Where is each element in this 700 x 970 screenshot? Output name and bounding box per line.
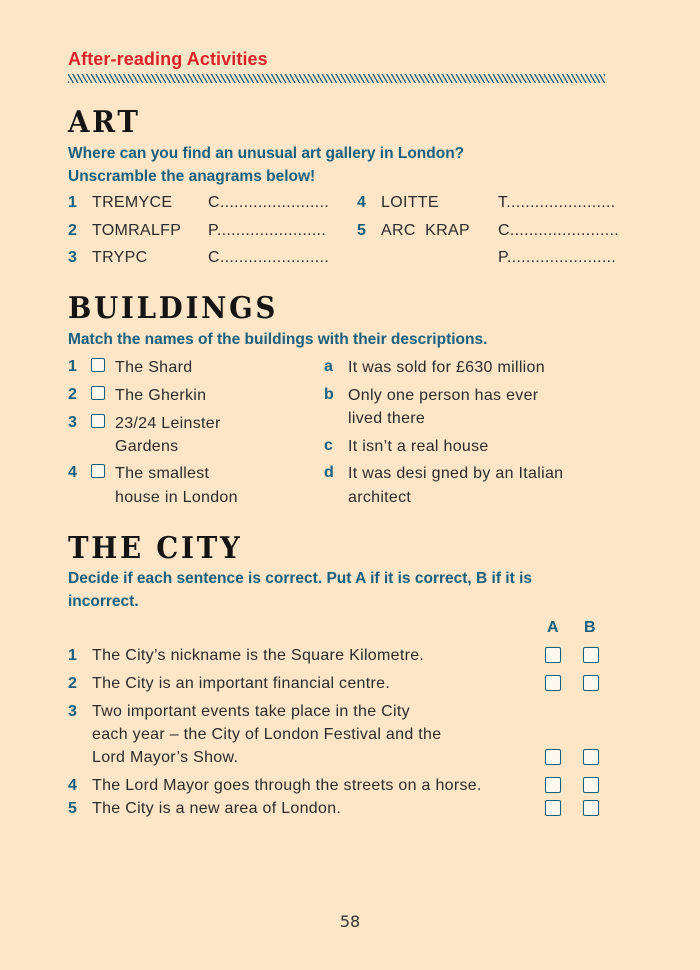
city-item-number: 5 <box>68 800 77 817</box>
anagram-word: ARC KRAP <box>381 222 470 239</box>
city-item-number: 4 <box>68 777 77 794</box>
answer-a-checkbox[interactable] <box>545 675 561 691</box>
anagram-word: TRYPC <box>92 249 148 266</box>
art-item-number: 5 <box>357 222 366 239</box>
building-name: The Shard <box>115 359 193 376</box>
buildings-instruction: Match the names of the buildings with their descriptions. <box>68 331 488 348</box>
city-item-number: 1 <box>68 647 77 664</box>
answer-blank[interactable]: T....................... <box>498 194 616 211</box>
city-statement: Two important events take place in the City <box>92 703 410 720</box>
answer-blank[interactable]: P....................... <box>208 222 327 239</box>
building-name: 23/24 Leinster <box>115 415 221 432</box>
answer-b-checkbox[interactable] <box>583 777 599 793</box>
city-statement: The Lord Mayor goes through the streets on a horse. <box>92 777 482 794</box>
column-b-header: B <box>584 619 596 636</box>
answer-a-checkbox[interactable] <box>545 647 561 663</box>
column-a-header: A <box>547 619 559 636</box>
city-statement: The City’s nickname is the Square Kilometre. <box>92 647 425 664</box>
answer-blank-second[interactable]: P....................... <box>498 249 617 266</box>
city-section-title: THE CITY <box>68 531 243 566</box>
city-item-number: 3 <box>68 703 77 720</box>
anagram-word: LOITTE <box>381 194 439 211</box>
description-text: Only one person has ever <box>348 387 539 404</box>
description-text: It was sold for £630 million <box>348 359 545 376</box>
buildings-section-title: BUILDINGS <box>68 291 279 326</box>
art-instruction <box>68 142 608 188</box>
description-letter: a <box>324 358 333 375</box>
building-name-cont: Gardens <box>115 438 179 455</box>
answer-blank[interactable]: C....................... <box>208 194 329 211</box>
building-number: 4 <box>68 464 77 481</box>
page-number: 58 <box>339 912 361 931</box>
description-text: It was desi gned by an Italian <box>348 465 564 482</box>
city-instruction-line1: Decide if each sentence is correct. Put A if it is correct, B if it is <box>68 570 533 587</box>
building-checkbox[interactable] <box>91 358 105 372</box>
description-text-cont: lived there <box>348 410 426 427</box>
description-text-cont: architect <box>348 489 412 506</box>
description-letter: b <box>324 386 334 403</box>
art-item-number: 2 <box>68 222 77 239</box>
city-statement-cont: each year – the City of London Festival and the <box>92 726 442 743</box>
art-instruction-line2: Unscramble the anagrams below! <box>68 168 316 185</box>
anagram-word: TOMRALFP <box>92 222 182 239</box>
art-instruction-line1: Where can you find an unusual art gallery in London? <box>68 145 465 162</box>
header-hatch-divider <box>68 74 605 83</box>
answer-a-checkbox[interactable] <box>545 800 561 816</box>
city-item-number: 2 <box>68 675 77 692</box>
building-checkbox[interactable] <box>91 464 105 478</box>
header-title: After-reading Activities <box>68 49 268 69</box>
city-statement-cont: Lord Mayor’s Show. <box>92 749 239 766</box>
building-checkbox[interactable] <box>91 414 105 428</box>
building-name: The smallest <box>115 465 210 482</box>
description-letter: c <box>324 437 333 454</box>
description-text: It isn’t a real house <box>348 438 489 455</box>
answer-blank[interactable]: C....................... <box>208 249 329 266</box>
answer-b-checkbox[interactable] <box>583 800 599 816</box>
building-checkbox[interactable] <box>91 386 105 400</box>
answer-b-checkbox[interactable] <box>583 647 599 663</box>
anagram-word: TREMYCE <box>92 194 173 211</box>
city-statement: The City is a new area of London. <box>92 800 342 817</box>
art-item-number: 1 <box>68 194 77 211</box>
city-statement: The City is an important financial centre. <box>92 675 391 692</box>
art-item-number: 4 <box>357 194 366 211</box>
building-number: 2 <box>68 386 77 403</box>
art-section-title: ART <box>68 105 141 140</box>
building-name: The Gherkin <box>115 387 207 404</box>
answer-blank[interactable]: C....................... <box>498 222 619 239</box>
building-number: 3 <box>68 414 77 431</box>
art-item-number: 3 <box>68 249 77 266</box>
answer-b-checkbox[interactable] <box>583 749 599 765</box>
answer-a-checkbox[interactable] <box>545 777 561 793</box>
answer-b-checkbox[interactable] <box>583 675 599 691</box>
city-instruction-line2: incorrect. <box>68 593 139 610</box>
answer-a-checkbox[interactable] <box>545 749 561 765</box>
building-number: 1 <box>68 358 77 375</box>
city-instruction <box>68 567 608 613</box>
building-name-cont: house in London <box>115 489 238 506</box>
description-letter: d <box>324 464 334 481</box>
